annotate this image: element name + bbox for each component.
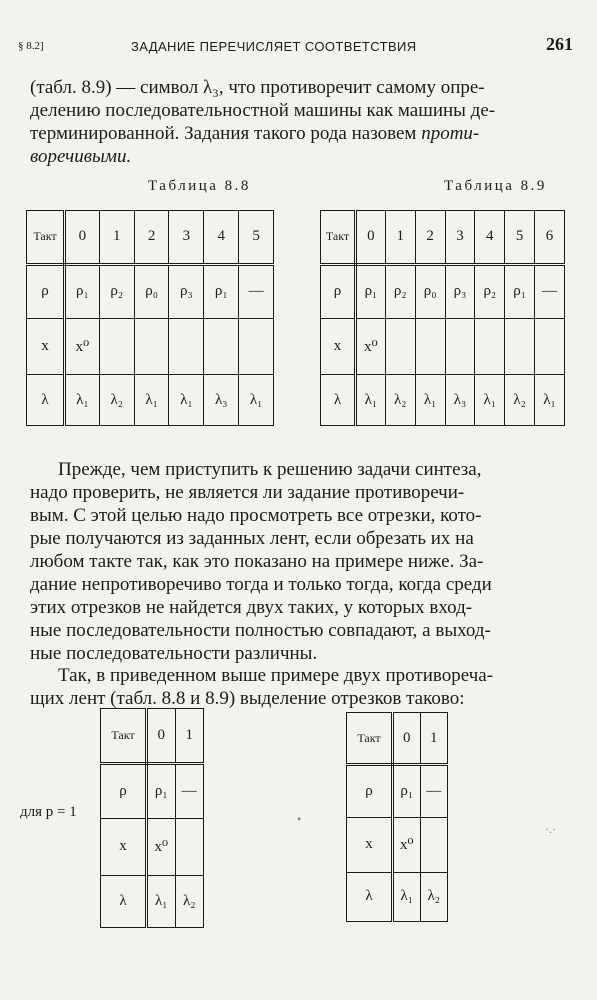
table-row (101, 876, 204, 928)
table-cell: ρ₀ (415, 264, 445, 318)
table-cell: Такт (347, 713, 393, 765)
table-cell: λ₁ (535, 375, 565, 426)
table-8-8-caption: Таблица 8.8 (148, 178, 251, 194)
table-cell (175, 818, 204, 876)
table-row (101, 763, 204, 818)
table-cell: λ (101, 876, 147, 928)
table-cell: ρ (321, 264, 356, 318)
italic-term: воречивыми. (30, 146, 132, 167)
table-cell (134, 318, 169, 375)
italic-term: проти- (421, 123, 480, 144)
table-row (321, 375, 565, 426)
table-cell: λ (321, 375, 356, 426)
table-cell: 6 (535, 211, 565, 265)
table-cell: λ₁ (169, 375, 204, 426)
text-line (30, 145, 566, 168)
table-cell (445, 318, 475, 375)
table-cell: λ₁ (356, 375, 386, 426)
table-cell (475, 318, 505, 375)
section-ref: § 8.2] (18, 40, 44, 52)
text-line: ные последовательности различны. (30, 643, 318, 664)
table-cell: x⁰ (356, 318, 386, 375)
table-cell: 2 (134, 211, 169, 265)
table-cell: ρ₁ (147, 763, 176, 818)
table-cell: λ₁ (475, 375, 505, 426)
text-line: любом такте так, как это показано на примере ниже. За- (30, 551, 484, 572)
text-line: дание непротиворечиво тогда и только тогда, когда среди (30, 574, 492, 595)
table-cell: — (535, 264, 565, 318)
table-cell: 0 (393, 713, 421, 765)
table-cell: λ₃ (445, 375, 475, 426)
table-cell: — (420, 765, 448, 817)
table-row (27, 264, 274, 318)
page-header (18, 34, 573, 58)
table-row (321, 264, 565, 318)
paragraph-1 (30, 76, 566, 168)
table-cell: λ₁ (393, 872, 421, 922)
text-line: Прежде, чем приступить к решению задачи синтеза, (58, 459, 482, 480)
table-cell: λ (347, 872, 393, 922)
table-cell: ρ (347, 765, 393, 817)
table-cell: Такт (321, 211, 356, 265)
table-cell: ρ₃ (445, 264, 475, 318)
table-cell: λ (27, 375, 65, 426)
table-cell: ρ₁ (393, 765, 421, 817)
table-cell: 4 (475, 211, 505, 265)
table-cell (239, 318, 274, 375)
table-row (347, 872, 448, 922)
table-8-9 (320, 210, 565, 426)
table-cell: — (175, 763, 204, 818)
table-cell: x⁰ (393, 817, 421, 872)
text-line: Так, в приведенном выше примере двух противореча- (58, 665, 494, 686)
table-cell: 0 (65, 211, 100, 265)
table-cell: 1 (99, 211, 134, 265)
table-cell (169, 318, 204, 375)
table-cell: ρ₁ (505, 264, 535, 318)
table-cell (204, 318, 239, 375)
table-cell: λ₃ (204, 375, 239, 426)
table-cell: ρ₀ (134, 264, 169, 318)
scan-speck: ·.· (545, 822, 556, 836)
paragraph-3 (30, 664, 566, 710)
text-line: делению последовательностной машины как машины де- (30, 100, 496, 121)
example-label: для p = 1 (20, 804, 77, 820)
table-cell: x (27, 318, 65, 375)
table-cell: λ₂ (505, 375, 535, 426)
table-cell: 2 (415, 211, 445, 265)
table-cell: 1 (420, 713, 448, 765)
table-cell: ρ₃ (169, 264, 204, 318)
table-cell: x (321, 318, 356, 375)
table-cell: 5 (239, 211, 274, 265)
text-line: рые получаются из заданных лент, если обрезать их на (30, 528, 474, 549)
table-cell: λ₂ (385, 375, 415, 426)
table-cell: 1 (385, 211, 415, 265)
scan-speck: • (297, 812, 302, 826)
table-row (101, 818, 204, 876)
table-cell (385, 318, 415, 375)
table-cell: 4 (204, 211, 239, 265)
table-cell: λ₁ (147, 876, 176, 928)
table-cell (535, 318, 565, 375)
table-cell: 0 (147, 709, 176, 764)
table-cell: ρ₂ (99, 264, 134, 318)
table-row (27, 318, 274, 375)
table-8-8 (26, 210, 274, 426)
table-row (347, 765, 448, 817)
example-table-right (346, 712, 448, 922)
table-cell: 1 (175, 709, 204, 764)
table-8-9-caption: Таблица 8.9 (444, 178, 547, 194)
table-cell (420, 817, 448, 872)
table-cell: λ₂ (99, 375, 134, 426)
table-cell (505, 318, 535, 375)
table-cell: Такт (27, 211, 65, 265)
table-cell: λ₁ (134, 375, 169, 426)
table-cell: λ₂ (420, 872, 448, 922)
text-line: ные последовательности полностью совпадают, а выход- (30, 620, 491, 641)
table-cell (99, 318, 134, 375)
page-number: 261 (546, 34, 573, 54)
paragraph-2 (30, 458, 566, 665)
table-row (347, 817, 448, 872)
table-cell: x (347, 817, 393, 872)
text-line: щих лент (табл. 8.8 и 8.9) выделение отрезков таково: (30, 688, 465, 709)
table-cell: ρ₂ (385, 264, 415, 318)
text-line: вым. С этой целью надо просмотреть все отрезки, кото- (30, 505, 482, 526)
text-line: надо проверить, не является ли задание противоречи- (30, 482, 465, 503)
table-cell: Такт (101, 709, 147, 764)
table-cell: — (239, 264, 274, 318)
table-cell: x⁰ (147, 818, 176, 876)
text-line: терминированной. Задания такого рода назовем проти- (30, 123, 480, 144)
text-line: этих отрезков не найдется двух таких, у которых вход- (30, 597, 473, 618)
table-cell: x (101, 818, 147, 876)
table-cell: 3 (445, 211, 475, 265)
table-row (321, 318, 565, 375)
table-cell: x⁰ (65, 318, 100, 375)
table-cell: ρ₁ (65, 264, 100, 318)
table-cell: 0 (356, 211, 386, 265)
table-cell: 5 (505, 211, 535, 265)
table-cell: ρ₂ (475, 264, 505, 318)
table-row (27, 211, 274, 265)
text-line: (табл. 8.9) — символ λ₃, что противоречит самому опре- (30, 77, 485, 98)
table-cell: λ₁ (65, 375, 100, 426)
table-cell: λ₁ (239, 375, 274, 426)
table-cell: λ₂ (175, 876, 204, 928)
table-row (101, 709, 204, 764)
running-title: ЗАДАНИЕ ПЕРЕЧИСЛЯЕТ СООТВЕТСТВИЯ (131, 39, 417, 54)
table-cell: ρ (101, 763, 147, 818)
table-cell: 3 (169, 211, 204, 265)
table-row (321, 211, 565, 265)
table-cell: ρ₁ (204, 264, 239, 318)
table-row (27, 375, 274, 426)
table-cell: λ₁ (415, 375, 445, 426)
example-table-left (100, 708, 204, 928)
table-cell: ρ₁ (356, 264, 386, 318)
table-row (347, 713, 448, 765)
table-cell (415, 318, 445, 375)
table-cell: ρ (27, 264, 65, 318)
